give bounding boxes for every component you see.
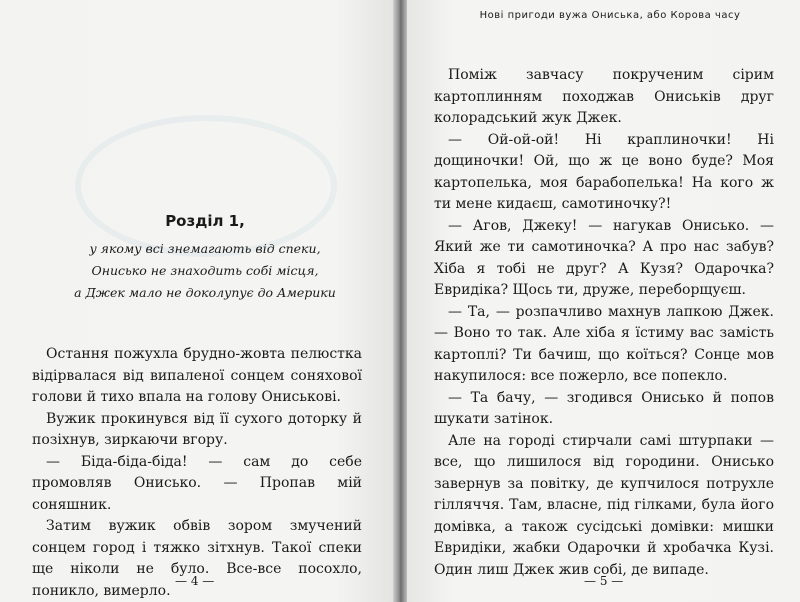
paragraph: — Агов, Джеку! — нагукав Онисько. — Який же ти самотиночка? А про нас забув? Хіба я тобі не друг? А Кузя? Одарочка? Евридіка? Щось ти, друже, переборщуєш.	[434, 217, 774, 298]
chapter-title: Розділ 1,	[165, 212, 245, 230]
chapter-subtitle-line: Онисько не знаходить собі місця,	[91, 263, 319, 278]
paragraph: Але на городі стирчали самі штурпаки — все, що лишилося від городини. Онисько завернув за повітку, де купчилося потрухле гілляччя. Там, власне, під гілками, була його домівка, а також сусідські домівки: мишки Евридіки, жабки Одарочки й хробачка Кузі. Один лиш Джек жив собі, де випаде.	[434, 432, 774, 578]
paragraph: — Біда-біда-біда! — сам до себе промовляв Онисько. — Пропав мій соняшник.	[32, 453, 362, 513]
paragraph: — Ой-ой-ой! Ні краплиночки! Ні дощиночки! Ой, що ж це воно буде? Моя картопелька, моя барабопелька! На кого ж ти мене кидаєш, самотиночку?!	[434, 131, 774, 212]
paragraph: — Та, — розпачливо махнув лапкою Джек. — Воно то так. Але хіба я їстиму вас замість картоплі? Ти бачиш, що коїться? Сонце мов накупилося: все пожерло, все попекло.	[434, 303, 774, 384]
page-number-left: — 4 —	[175, 574, 215, 588]
paragraph: Поміж завчасу покрученим сірим картоплинням походжав Ониськів друг колорадський жук Джек.	[434, 67, 774, 126]
page-number-right: — 5 —	[584, 574, 624, 588]
paragraph: Затим вужик обвів зором змучений сонцем город і тяжко зітхнув. Такої спеки ще ніколи не було. Все-все посохло, поникло, вимерло.	[32, 518, 362, 599]
paragraph: Остання пожухла брудно-жовта пелюстка відірвалася від випаленої сонцем соняхової голови й тихо впала на голову Ониськові.	[32, 346, 362, 405]
running-head: Нові пригоди вужа Ониська, або Корова часу	[479, 10, 741, 21]
chapter-subtitle-line: у якому всі знемагають від спеки,	[89, 241, 321, 256]
left-page	[0, 0, 393, 602]
chapter-subtitle-line: а Джек мало не доколупує до Америки	[74, 285, 336, 300]
chapter-heading	[40, 212, 370, 304]
left-page-text	[32, 344, 362, 602]
paragraph: — Та бачу, — згодився Онисько й попов шукати затінок.	[434, 389, 774, 427]
book-gutter	[393, 0, 407, 602]
paragraph: Вужик прокинувся від її сухого доторку й позіхнув, зиркаючи вгору.	[32, 410, 362, 448]
right-page-text	[434, 65, 774, 581]
